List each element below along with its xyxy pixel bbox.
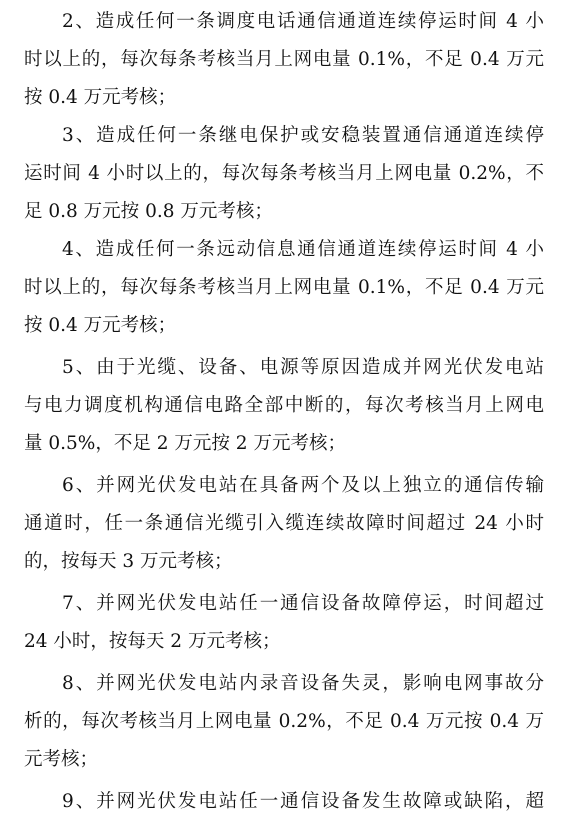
text-line: 5、由于光缆、设备、电源等原因造成并网光伏发电站 [62, 357, 544, 378]
text-line: 通道时，任一条通信光缆引入缆连续故障时间超过 24 小时 [24, 513, 544, 534]
text-line: 4、造成任何一条远动信息通信通道连续停运时间 4 小 [62, 239, 544, 260]
text-line: 的，按每天 3 万元考核； [24, 551, 233, 572]
text-line: 时以上的，每次每条考核当月上网电量 0.1%，不足 0.4 万元 [24, 49, 544, 70]
text-line: 按 0.4 万元考核； [24, 315, 177, 336]
text-line: 3、造成任何一条继电保护或安稳装置通信通道连续停 [62, 125, 544, 146]
text-line: 时以上的，每次每条考核当月上网电量 0.1%，不足 0.4 万元 [24, 277, 544, 298]
text-line: 足 0.8 万元按 0.8 万元考核； [24, 201, 273, 222]
text-line: 元考核； [24, 749, 99, 770]
text-line: 按 0.4 万元考核； [24, 87, 177, 108]
text-line: 量 0.5%，不足 2 万元按 2 万元考核； [24, 433, 346, 454]
text-line: 7、并网光伏发电站任一通信设备故障停运，时间超过 [62, 593, 544, 614]
text-line: 2、造成任何一条调度电话通信通道连续停运时间 4 小 [62, 11, 544, 32]
text-line: 运时间 4 小时以上的，每次每条考核当月上网电量 0.2%，不 [24, 163, 544, 184]
text-line: 6、并网光伏发电站在具备两个及以上独立的通信传输 [62, 475, 544, 496]
text-line: 与电力调度机构通信电路全部中断的，每次考核当月上网电 [24, 395, 544, 416]
text-line: 24 小时，按每天 2 万元考核； [24, 631, 281, 652]
text-line: 9、并网光伏发电站任一通信设备发生故障或缺陷，超 [62, 791, 544, 812]
text-line: 析的，每次考核当月上网电量 0.2%，不足 0.4 万元按 0.4 万 [24, 711, 544, 732]
text-line: 8、并网光伏发电站内录音设备失灵，影响电网事故分 [62, 673, 544, 694]
